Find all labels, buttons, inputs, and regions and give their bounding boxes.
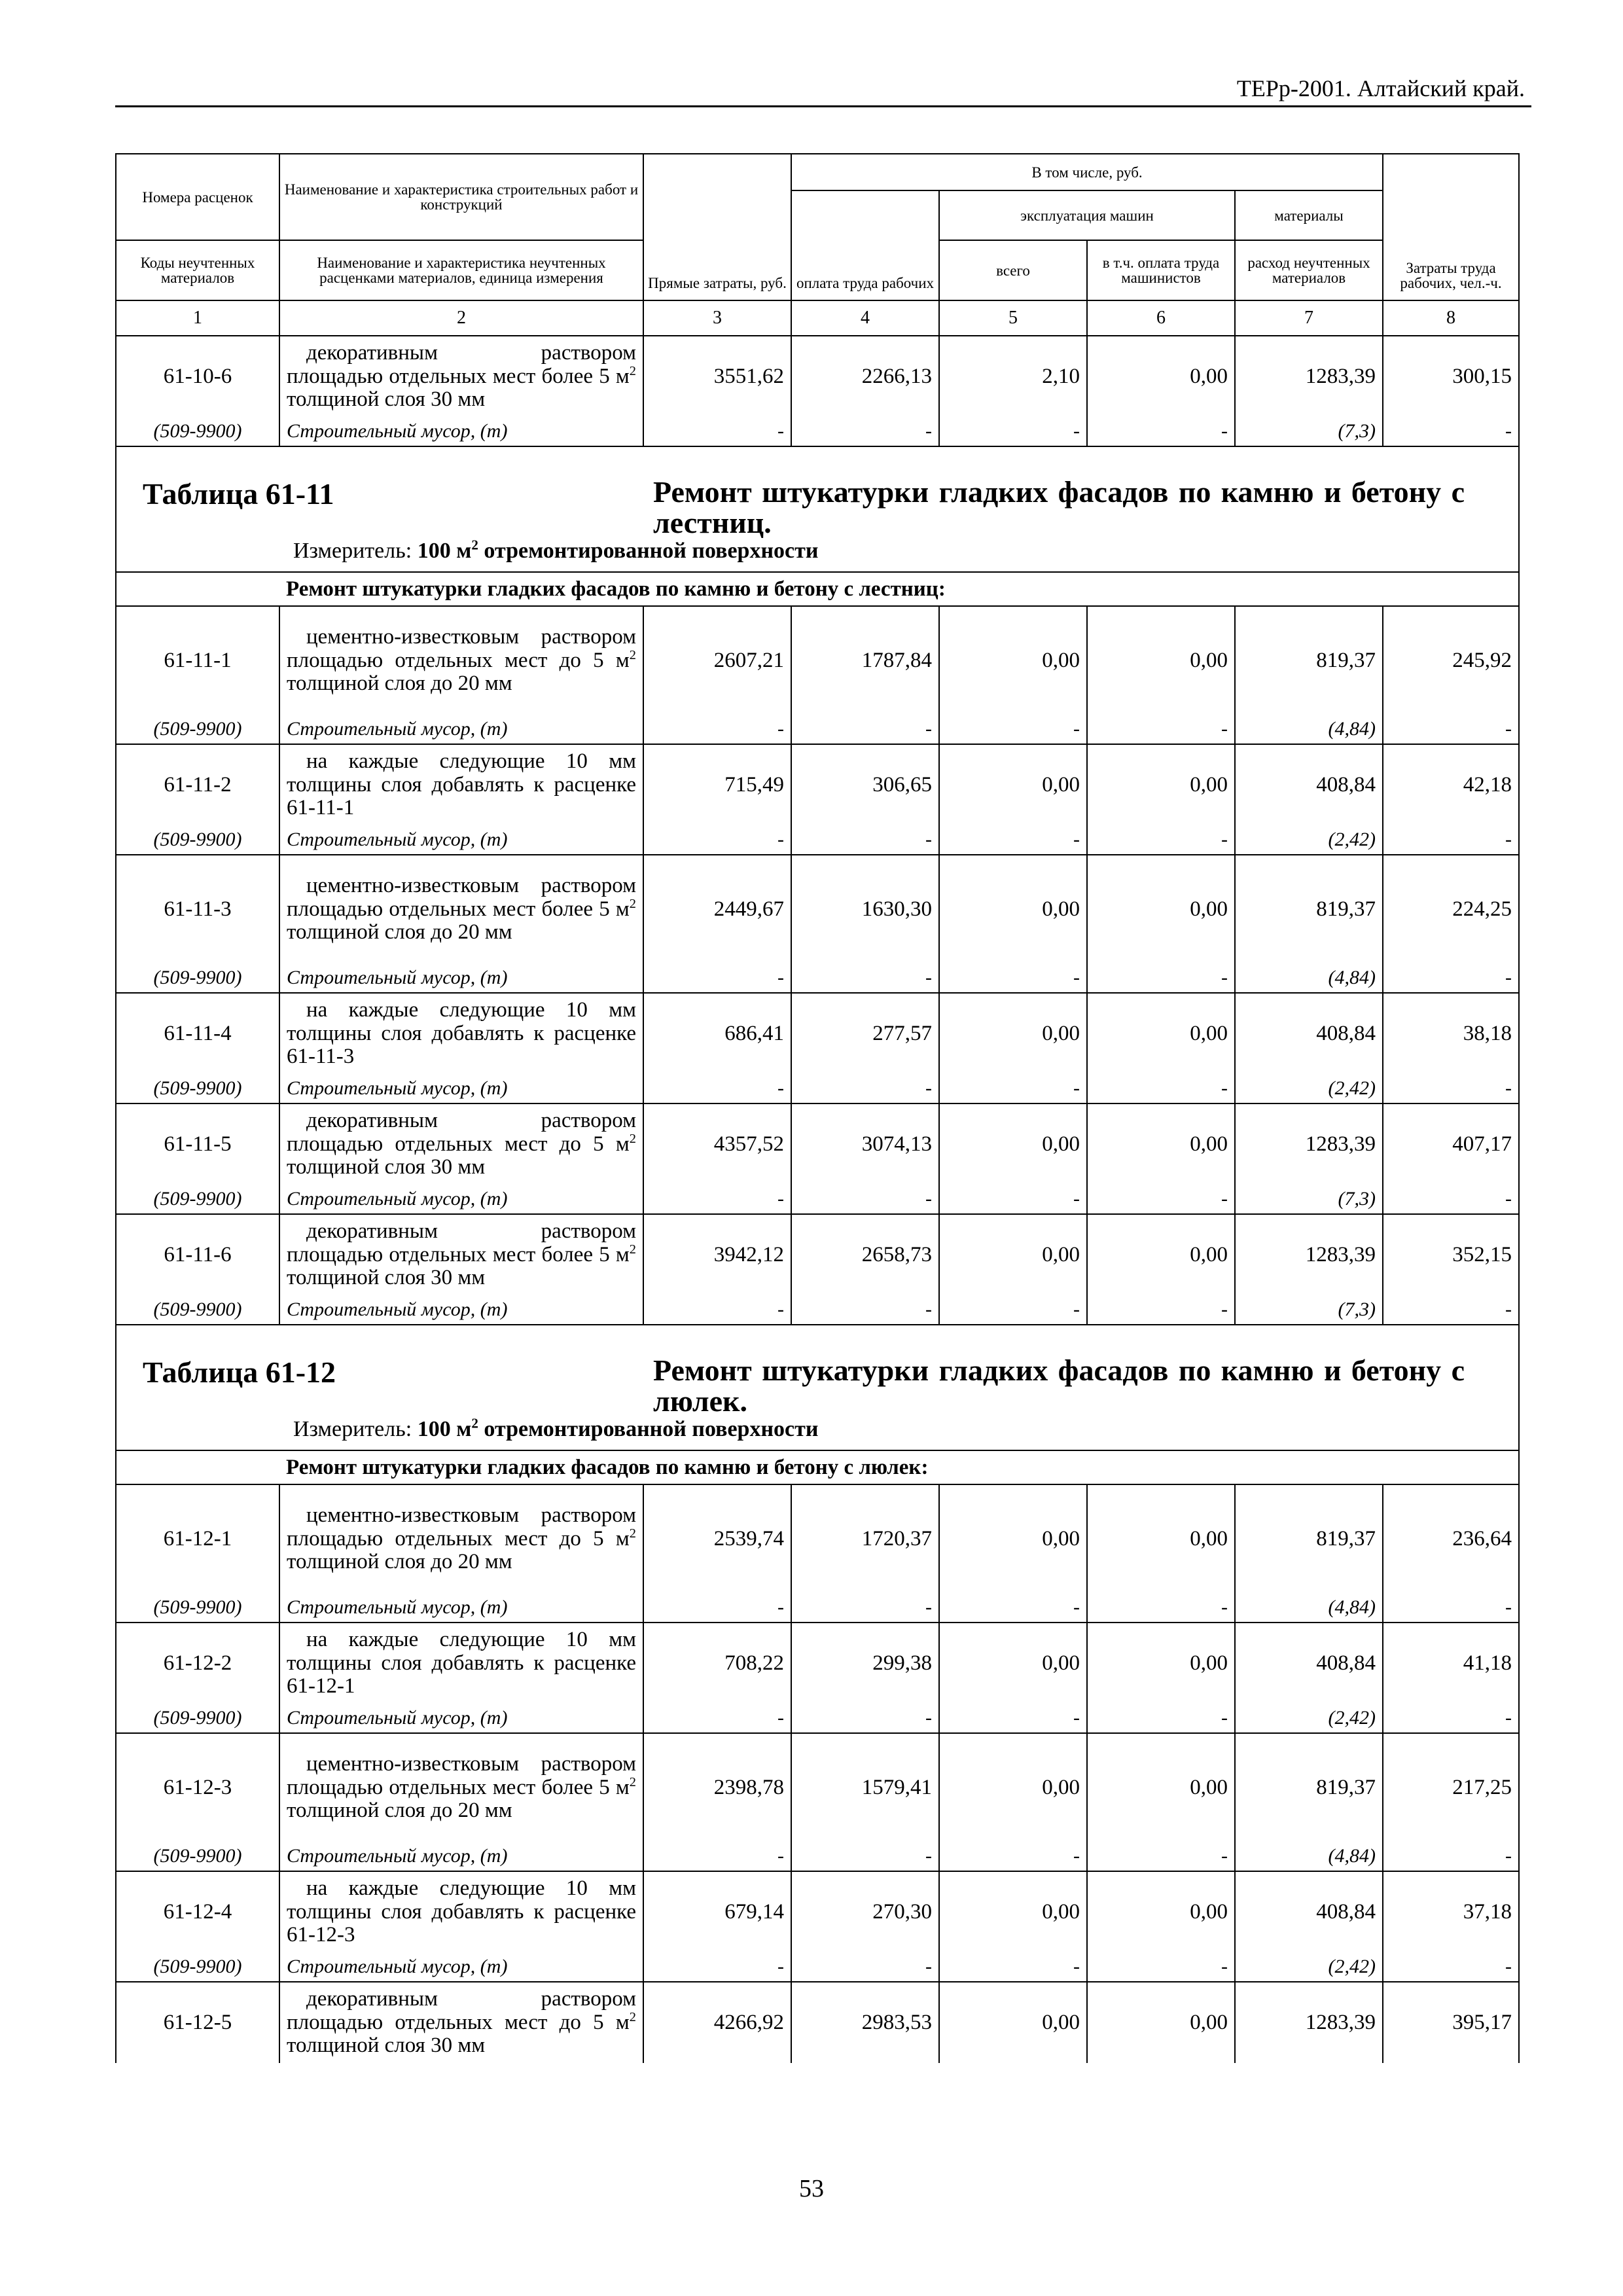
header-title: ТЕРр-2001. Алтайский край.	[1236, 75, 1525, 101]
dash: -	[643, 1842, 791, 1871]
machines-total: 0,00	[939, 1733, 1087, 1842]
labor-hours: 245,92	[1383, 606, 1519, 715]
material-code: (509-9900)	[116, 1593, 279, 1623]
materials-cost: 819,37	[1235, 606, 1383, 715]
dash: -	[1383, 1185, 1519, 1214]
table-row	[116, 993, 1519, 1074]
rate-description: цементно-известковым раствором площадью отдельных мест до 5 $м^2$ толщиной слоя до 20 мм	[279, 606, 643, 715]
table-number: Таблица 61-11	[143, 477, 334, 511]
material-amount: (4,84)	[1235, 715, 1383, 744]
col-header-7: расход неучтенных материалов	[1235, 240, 1383, 300]
rate-description: декоративным раствором площадью отдельных мест до 5 $м^2$ толщиной слоя 30 мм	[279, 1103, 643, 1185]
material-code: (509-9900)	[116, 1952, 279, 1982]
material-name: Строительный мусор, (т)	[279, 417, 643, 446]
dash: -	[1087, 1185, 1235, 1214]
material-subrow	[116, 1842, 1519, 1871]
column-numbers-row	[116, 300, 1519, 336]
labor-hours: 41,18	[1383, 1623, 1519, 1704]
table-caption-row	[116, 1325, 1519, 1450]
dash: -	[643, 963, 791, 993]
table-row	[116, 1623, 1519, 1704]
dash: -	[939, 1295, 1087, 1325]
machinist-pay: 0,00	[1087, 1214, 1235, 1295]
rate-code: 61-12-4	[116, 1871, 279, 1952]
labor-pay: 270,30	[791, 1871, 939, 1952]
materials-cost: 1283,39	[1235, 1214, 1383, 1295]
materials-cost: 819,37	[1235, 1484, 1383, 1593]
rate-description: декоративным раствором площадью отдельных мест более 5 $м^2$ толщиной слоя 30 мм	[279, 336, 643, 417]
material-name: Строительный мусор, (т)	[279, 825, 643, 855]
table-title: Ремонт штукатурки гладких фасадов по камню и бетону с лестниц.	[653, 475, 1465, 539]
table-caption	[116, 446, 1519, 572]
dash: -	[643, 1185, 791, 1214]
labor-hours: 300,15	[1383, 336, 1519, 417]
rate-description: на каждые следующие 10 мм толщины слоя добавлять к расценке 61-12-1	[279, 1623, 643, 1704]
dash: -	[791, 1074, 939, 1103]
material-code: (509-9900)	[116, 1295, 279, 1325]
machines-total: 0,00	[939, 1484, 1087, 1593]
material-code: (509-9900)	[116, 1842, 279, 1871]
material-name: Строительный мусор, (т)	[279, 1185, 643, 1214]
dash: -	[643, 1593, 791, 1623]
machinist-pay: 0,00	[1087, 336, 1235, 417]
dash: -	[939, 1185, 1087, 1214]
col-num: 8	[1383, 300, 1519, 336]
dash: -	[643, 417, 791, 446]
materials-cost: 408,84	[1235, 1871, 1383, 1952]
col-header-2: Наименование и характеристика строительных работ и конструкций	[279, 154, 643, 240]
labor-pay: 277,57	[791, 993, 939, 1074]
rate-description: цементно-известковым раствором площадью отдельных мест до 5 $м^2$ толщиной слоя до 20 мм	[279, 1484, 643, 1593]
section-title: Ремонт штукатурки гладких фасадов по камню и бетону с люлек:	[279, 1450, 1519, 1484]
direct-cost: 2539,74	[643, 1484, 791, 1593]
page-number: 53	[799, 2175, 824, 2202]
rate-description: на каждые следующие 10 мм толщины слоя добавлять к расценке 61-11-1	[279, 744, 643, 825]
material-name: Строительный мусор, (т)	[279, 1593, 643, 1623]
machinist-pay: 0,00	[1087, 1484, 1235, 1593]
col-header-1b: Коды неучтенных материалов	[116, 240, 279, 300]
col-num: 6	[1087, 300, 1235, 336]
col-header-machines: эксплуатация машин	[939, 190, 1235, 240]
col-num: 1	[116, 300, 279, 336]
dash: -	[791, 1185, 939, 1214]
col-header-materials: материалы	[1235, 190, 1383, 240]
dash: -	[791, 715, 939, 744]
labor-hours: 395,17	[1383, 1982, 1519, 2063]
labor-pay: 1579,41	[791, 1733, 939, 1842]
machines-total: 0,00	[939, 1623, 1087, 1704]
material-code: (509-9900)	[116, 715, 279, 744]
dash: -	[643, 1704, 791, 1733]
rate-description: цементно-известковым раствором площадью отдельных мест более 5 $м^2$ толщиной слоя до 20 мм	[279, 855, 643, 963]
material-code: (509-9900)	[116, 963, 279, 993]
rate-code: 61-11-4	[116, 993, 279, 1074]
table-row	[116, 1733, 1519, 1842]
col-num: 2	[279, 300, 643, 336]
rate-code: 61-11-2	[116, 744, 279, 825]
col-header-1: Номера расценок	[116, 154, 279, 240]
machines-total: 0,00	[939, 1103, 1087, 1185]
col-num: 3	[643, 300, 791, 336]
material-amount: (4,84)	[1235, 1593, 1383, 1623]
table-title: Ремонт штукатурки гладких фасадов по камню и бетону с люлек.	[653, 1354, 1465, 1418]
table-row	[116, 855, 1519, 963]
material-name: Строительный мусор, (т)	[279, 1295, 643, 1325]
machines-total: 0,00	[939, 1214, 1087, 1295]
col-header-6: в т.ч. оплата труда машинистов	[1087, 240, 1235, 300]
labor-pay: 2266,13	[791, 336, 939, 417]
labor-hours: 42,18	[1383, 744, 1519, 825]
direct-cost: 3942,12	[643, 1214, 791, 1295]
material-subrow	[116, 1295, 1519, 1325]
table-row	[116, 744, 1519, 825]
material-amount: (2,42)	[1235, 1704, 1383, 1733]
dash: -	[1383, 1593, 1519, 1623]
material-amount: (7,3)	[1235, 1295, 1383, 1325]
dash: -	[1383, 715, 1519, 744]
rate-code: 61-12-3	[116, 1733, 279, 1842]
dash: -	[1383, 1842, 1519, 1871]
material-name: Строительный мусор, (т)	[279, 1952, 643, 1982]
dash: -	[939, 963, 1087, 993]
section-title: Ремонт штукатурки гладких фасадов по камню и бетону с лестниц:	[279, 572, 1519, 606]
direct-cost: 4266,92	[643, 1982, 791, 2063]
dash: -	[1383, 1704, 1519, 1733]
dash: -	[791, 1842, 939, 1871]
labor-hours: 37,18	[1383, 1871, 1519, 1952]
dash: -	[1383, 1952, 1519, 1982]
material-code: (509-9900)	[116, 825, 279, 855]
col-header-5: всего	[939, 240, 1087, 300]
machinist-pay: 0,00	[1087, 744, 1235, 825]
material-subrow	[116, 963, 1519, 993]
table-row	[116, 1103, 1519, 1185]
material-name: Строительный мусор, (т)	[279, 1704, 643, 1733]
rate-code: 61-12-2	[116, 1623, 279, 1704]
material-amount: (7,3)	[1235, 1185, 1383, 1214]
dash: -	[643, 1952, 791, 1982]
dash: -	[939, 1952, 1087, 1982]
material-code: (509-9900)	[116, 1704, 279, 1733]
material-subrow	[116, 1074, 1519, 1103]
material-name: Строительный мусор, (т)	[279, 1074, 643, 1103]
machines-total: 0,00	[939, 1871, 1087, 1952]
direct-cost: 3551,62	[643, 336, 791, 417]
direct-cost: 2398,78	[643, 1733, 791, 1842]
dash: -	[1383, 963, 1519, 993]
material-amount: (2,42)	[1235, 1952, 1383, 1982]
material-subrow	[116, 1185, 1519, 1214]
table-row	[116, 606, 1519, 715]
machinist-pay: 0,00	[1087, 1623, 1235, 1704]
dash: -	[791, 1952, 939, 1982]
material-amount: (4,84)	[1235, 963, 1383, 993]
dash: -	[1383, 1074, 1519, 1103]
material-amount: (4,84)	[1235, 1842, 1383, 1871]
table-row	[116, 1484, 1519, 1593]
direct-cost: 2449,67	[643, 855, 791, 963]
dash: -	[791, 825, 939, 855]
dash: -	[1383, 1295, 1519, 1325]
machines-total: 0,00	[939, 855, 1087, 963]
col-num: 7	[1235, 300, 1383, 336]
labor-hours: 236,64	[1383, 1484, 1519, 1593]
material-subrow	[116, 825, 1519, 855]
dash: -	[939, 1593, 1087, 1623]
table-row	[116, 1214, 1519, 1295]
material-name: Строительный мусор, (т)	[279, 715, 643, 744]
material-subrow	[116, 1593, 1519, 1623]
table-row	[116, 336, 1519, 417]
material-amount: (7,3)	[1235, 417, 1383, 446]
dash: -	[939, 1074, 1087, 1103]
dash: -	[1383, 417, 1519, 446]
material-name: Строительный мусор, (т)	[279, 1842, 643, 1871]
labor-pay: 1787,84	[791, 606, 939, 715]
dash: -	[1087, 417, 1235, 446]
material-subrow	[116, 1704, 1519, 1733]
labor-pay: 1630,30	[791, 855, 939, 963]
direct-cost: 715,49	[643, 744, 791, 825]
col-header-group: В том числе, руб.	[791, 154, 1383, 190]
materials-cost: 819,37	[1235, 855, 1383, 963]
materials-cost: 1283,39	[1235, 1103, 1383, 1185]
dash: -	[791, 963, 939, 993]
page-header	[115, 69, 1531, 107]
measure-unit: Измеритель: 100 $м^2$ отремонтированной поверхности	[293, 1415, 819, 1441]
labor-hours: 352,15	[1383, 1214, 1519, 1295]
machinist-pay: 0,00	[1087, 1103, 1235, 1185]
dash: -	[939, 1842, 1087, 1871]
rate-description: декоративным раствором площадью отдельных мест более 5 $м^2$ толщиной слоя 30 мм	[279, 1214, 643, 1295]
machines-total: 0,00	[939, 993, 1087, 1074]
material-name: Строительный мусор, (т)	[279, 963, 643, 993]
table-caption-row	[116, 446, 1519, 572]
rate-description: цементно-известковым раствором площадью отдельных мест более 5 $м^2$ толщиной слоя до 20 мм	[279, 1733, 643, 1842]
rate-code: 61-11-1	[116, 606, 279, 715]
dash: -	[791, 1593, 939, 1623]
labor-pay: 299,38	[791, 1623, 939, 1704]
materials-cost: 1283,39	[1235, 336, 1383, 417]
section-row	[116, 1450, 1519, 1484]
machinist-pay: 0,00	[1087, 1733, 1235, 1842]
machines-total: 0,00	[939, 1982, 1087, 2063]
material-amount: (2,42)	[1235, 1074, 1383, 1103]
rates-table	[115, 153, 1520, 2063]
col-header-4: оплата труда рабочих	[791, 190, 939, 300]
material-subrow	[116, 417, 1519, 446]
dash: -	[791, 1295, 939, 1325]
table-caption	[116, 1325, 1519, 1450]
direct-cost: 679,14	[643, 1871, 791, 1952]
dash: -	[1087, 1842, 1235, 1871]
material-subrow	[116, 1952, 1519, 1982]
machinist-pay: 0,00	[1087, 606, 1235, 715]
table-number: Таблица 61-12	[143, 1355, 336, 1389]
dash: -	[1087, 1295, 1235, 1325]
table-row	[116, 1871, 1519, 1952]
machines-total: 0,00	[939, 606, 1087, 715]
dash: -	[643, 1074, 791, 1103]
material-code: (509-9900)	[116, 417, 279, 446]
machinist-pay: 0,00	[1087, 1982, 1235, 2063]
dash: -	[1087, 1593, 1235, 1623]
col-num: 4	[791, 300, 939, 336]
dash: -	[643, 825, 791, 855]
machines-total: 0,00	[939, 744, 1087, 825]
rate-code: 61-11-6	[116, 1214, 279, 1295]
materials-cost: 408,84	[1235, 1623, 1383, 1704]
direct-cost: 4357,52	[643, 1103, 791, 1185]
labor-pay: 306,65	[791, 744, 939, 825]
measure-unit: Измеритель: 100 $м^2$ отремонтированной поверхности	[293, 537, 819, 563]
machines-total: 2,10	[939, 336, 1087, 417]
machinist-pay: 0,00	[1087, 993, 1235, 1074]
table-row	[116, 1982, 1519, 2063]
material-amount: (2,42)	[1235, 825, 1383, 855]
rate-code: 61-10-6	[116, 336, 279, 417]
machinist-pay: 0,00	[1087, 1871, 1235, 1952]
materials-cost: 819,37	[1235, 1733, 1383, 1842]
dash: -	[1383, 825, 1519, 855]
labor-hours: 38,18	[1383, 993, 1519, 1074]
col-header-2b: Наименование и характеристика неучтенных расценками материалов, единица измерения	[279, 240, 643, 300]
material-code: (509-9900)	[116, 1185, 279, 1214]
machinist-pay: 0,00	[1087, 855, 1235, 963]
rate-code: 61-12-5	[116, 1982, 279, 2063]
rate-code: 61-12-1	[116, 1484, 279, 1593]
direct-cost: 2607,21	[643, 606, 791, 715]
direct-cost: 686,41	[643, 993, 791, 1074]
col-header-8: Затраты труда рабочих, чел.-ч.	[1383, 154, 1519, 300]
dash: -	[939, 1704, 1087, 1733]
materials-cost: 1283,39	[1235, 1982, 1383, 2063]
dash: -	[1087, 1952, 1235, 1982]
dash: -	[939, 417, 1087, 446]
col-num: 5	[939, 300, 1087, 336]
labor-pay: 3074,13	[791, 1103, 939, 1185]
materials-cost: 408,84	[1235, 744, 1383, 825]
section-row	[116, 572, 1519, 606]
dash: -	[643, 1295, 791, 1325]
rate-description: на каждые следующие 10 мм толщины слоя добавлять к расценке 61-12-3	[279, 1871, 643, 1952]
direct-cost: 708,22	[643, 1623, 791, 1704]
dash: -	[791, 417, 939, 446]
dash: -	[939, 825, 1087, 855]
materials-cost: 408,84	[1235, 993, 1383, 1074]
dash: -	[791, 1704, 939, 1733]
dash: -	[1087, 1704, 1235, 1733]
labor-hours: 224,25	[1383, 855, 1519, 963]
rate-description: на каждые следующие 10 мм толщины слоя добавлять к расценке 61-11-3	[279, 993, 643, 1074]
dash: -	[1087, 825, 1235, 855]
labor-pay: 2658,73	[791, 1214, 939, 1295]
labor-pay: 2983,53	[791, 1982, 939, 2063]
dash: -	[939, 715, 1087, 744]
labor-hours: 407,17	[1383, 1103, 1519, 1185]
labor-pay: 1720,37	[791, 1484, 939, 1593]
dash: -	[1087, 963, 1235, 993]
material-subrow	[116, 715, 1519, 744]
dash: -	[1087, 715, 1235, 744]
rate-description: декоративным раствором площадью отдельных мест до 5 $м^2$ толщиной слоя 30 мм	[279, 1982, 643, 2063]
col-header-3: Прямые затраты, руб.	[643, 154, 791, 300]
labor-hours: 217,25	[1383, 1733, 1519, 1842]
dash: -	[1087, 1074, 1235, 1103]
material-code: (509-9900)	[116, 1074, 279, 1103]
rate-code: 61-11-3	[116, 855, 279, 963]
rate-code: 61-11-5	[116, 1103, 279, 1185]
dash: -	[643, 715, 791, 744]
